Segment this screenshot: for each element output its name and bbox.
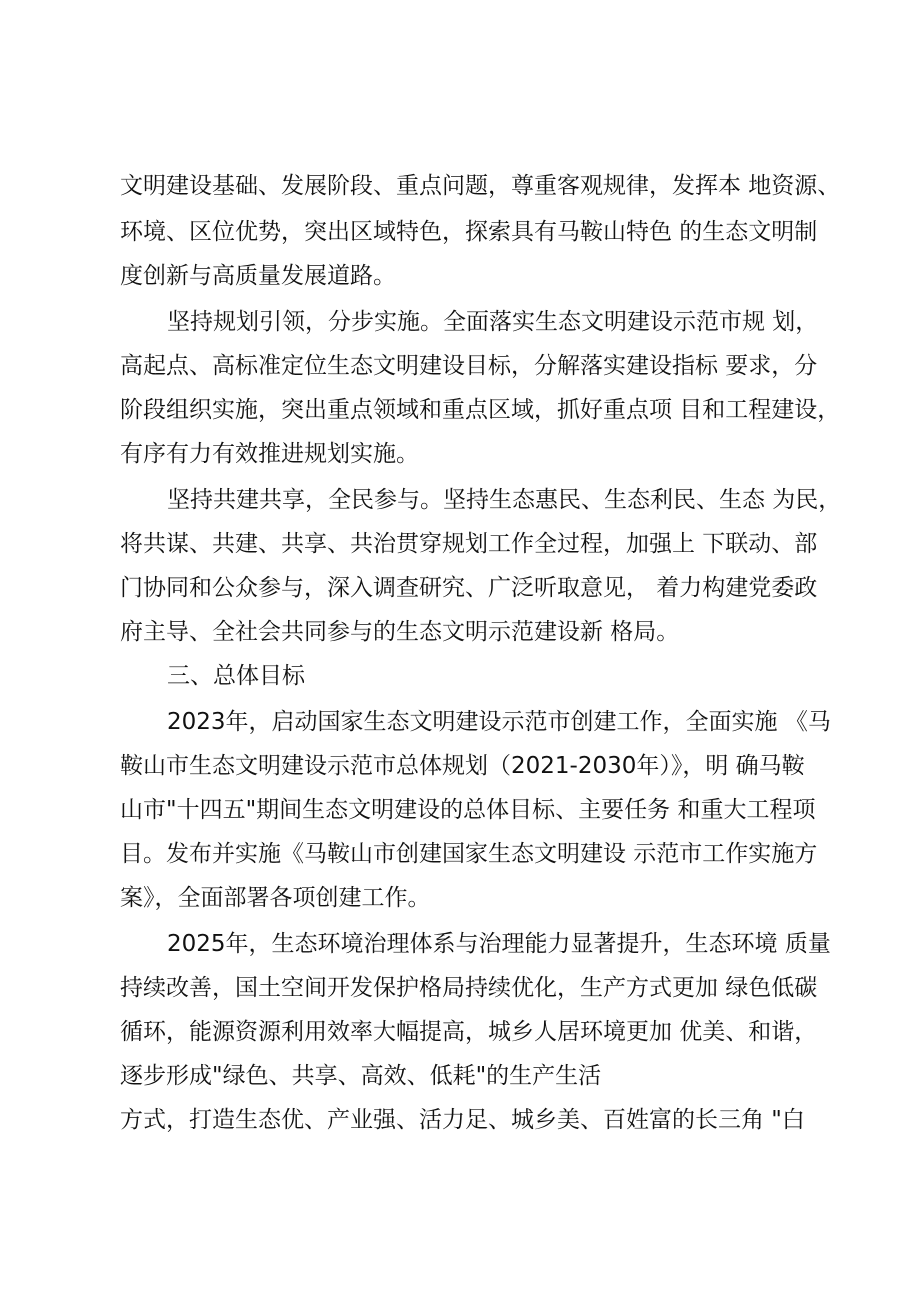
text-line: 府主导、全社会共同参与的生态文明示范建设新 格局。	[120, 619, 680, 645]
text-line: 度创新与高质量发展道路。	[120, 263, 396, 289]
text-line: 山市"十四五"期间生态文明建设的总体目标、主要任务 和重大工程项	[120, 797, 816, 823]
text-line: 高起点、高标准定位生态文明建设目标，分解落实建设指标 要求，分	[120, 353, 818, 379]
paragraph-line: 2023年，启动国家生态文明建设示范市创建工作，全面实施 《马	[167, 709, 831, 735]
text-line: 文明建设基础、发展阶段、重点问题，尊重客观规律，发挥本 地资源、	[120, 173, 841, 199]
text-line: 将共谋、共建、共享、共治贯穿规划工作全过程，加强上 下联动、部	[120, 531, 818, 557]
text-line: 鞍山市生态文明建设示范市总体规划（2021-2030年）》，明 确马鞍	[120, 753, 805, 779]
text-line: 逐步形成"绿色、共享、高效、低耗"的生产生活	[120, 1063, 602, 1089]
text-line: 方式，打造生态优、产业强、活力足、城乡美、百姓富的长三角 "白	[120, 1107, 805, 1133]
section-heading: 三、总体目标	[167, 663, 305, 689]
text-line: 环境、区位优势，突出区域特色，探索具有马鞍山特色 的生态文明制	[120, 219, 818, 245]
text-line: 门协同和公众参与，深入调查研究、广泛听取意见， 着力构建党委政	[120, 575, 818, 601]
text-line: 循环，能源资源利用效率大幅提高，城乡人居环境更加 优美、和谐，	[120, 1019, 818, 1045]
paragraph-line: 坚持规划引领，分步实施。全面落实生态文明建设示范市规 划，	[167, 309, 819, 335]
text-line: 持续改善，国土空间开发保护格局持续优化，生产方式更加 绿色低碳	[120, 975, 818, 1001]
text-line: 案》，全面部署各项创建工作。	[120, 885, 431, 911]
paragraph-line: 2025年，生态环境治理体系与治理能力显著提升，生态环境 质量	[167, 931, 831, 957]
text-line: 目。发布并实施《马鞍山市创建国家生态文明建设 示范市工作实施方	[120, 841, 818, 867]
text-line: 有序有力有效推进规划实施。	[120, 441, 419, 467]
text-line: 阶段组织实施，突出重点领域和重点区域，抓好重点项 目和工程建设，	[120, 397, 841, 423]
paragraph-line: 坚持共建共享，全民参与。坚持生态惠民、生态利民、生态 为民，	[167, 487, 842, 513]
